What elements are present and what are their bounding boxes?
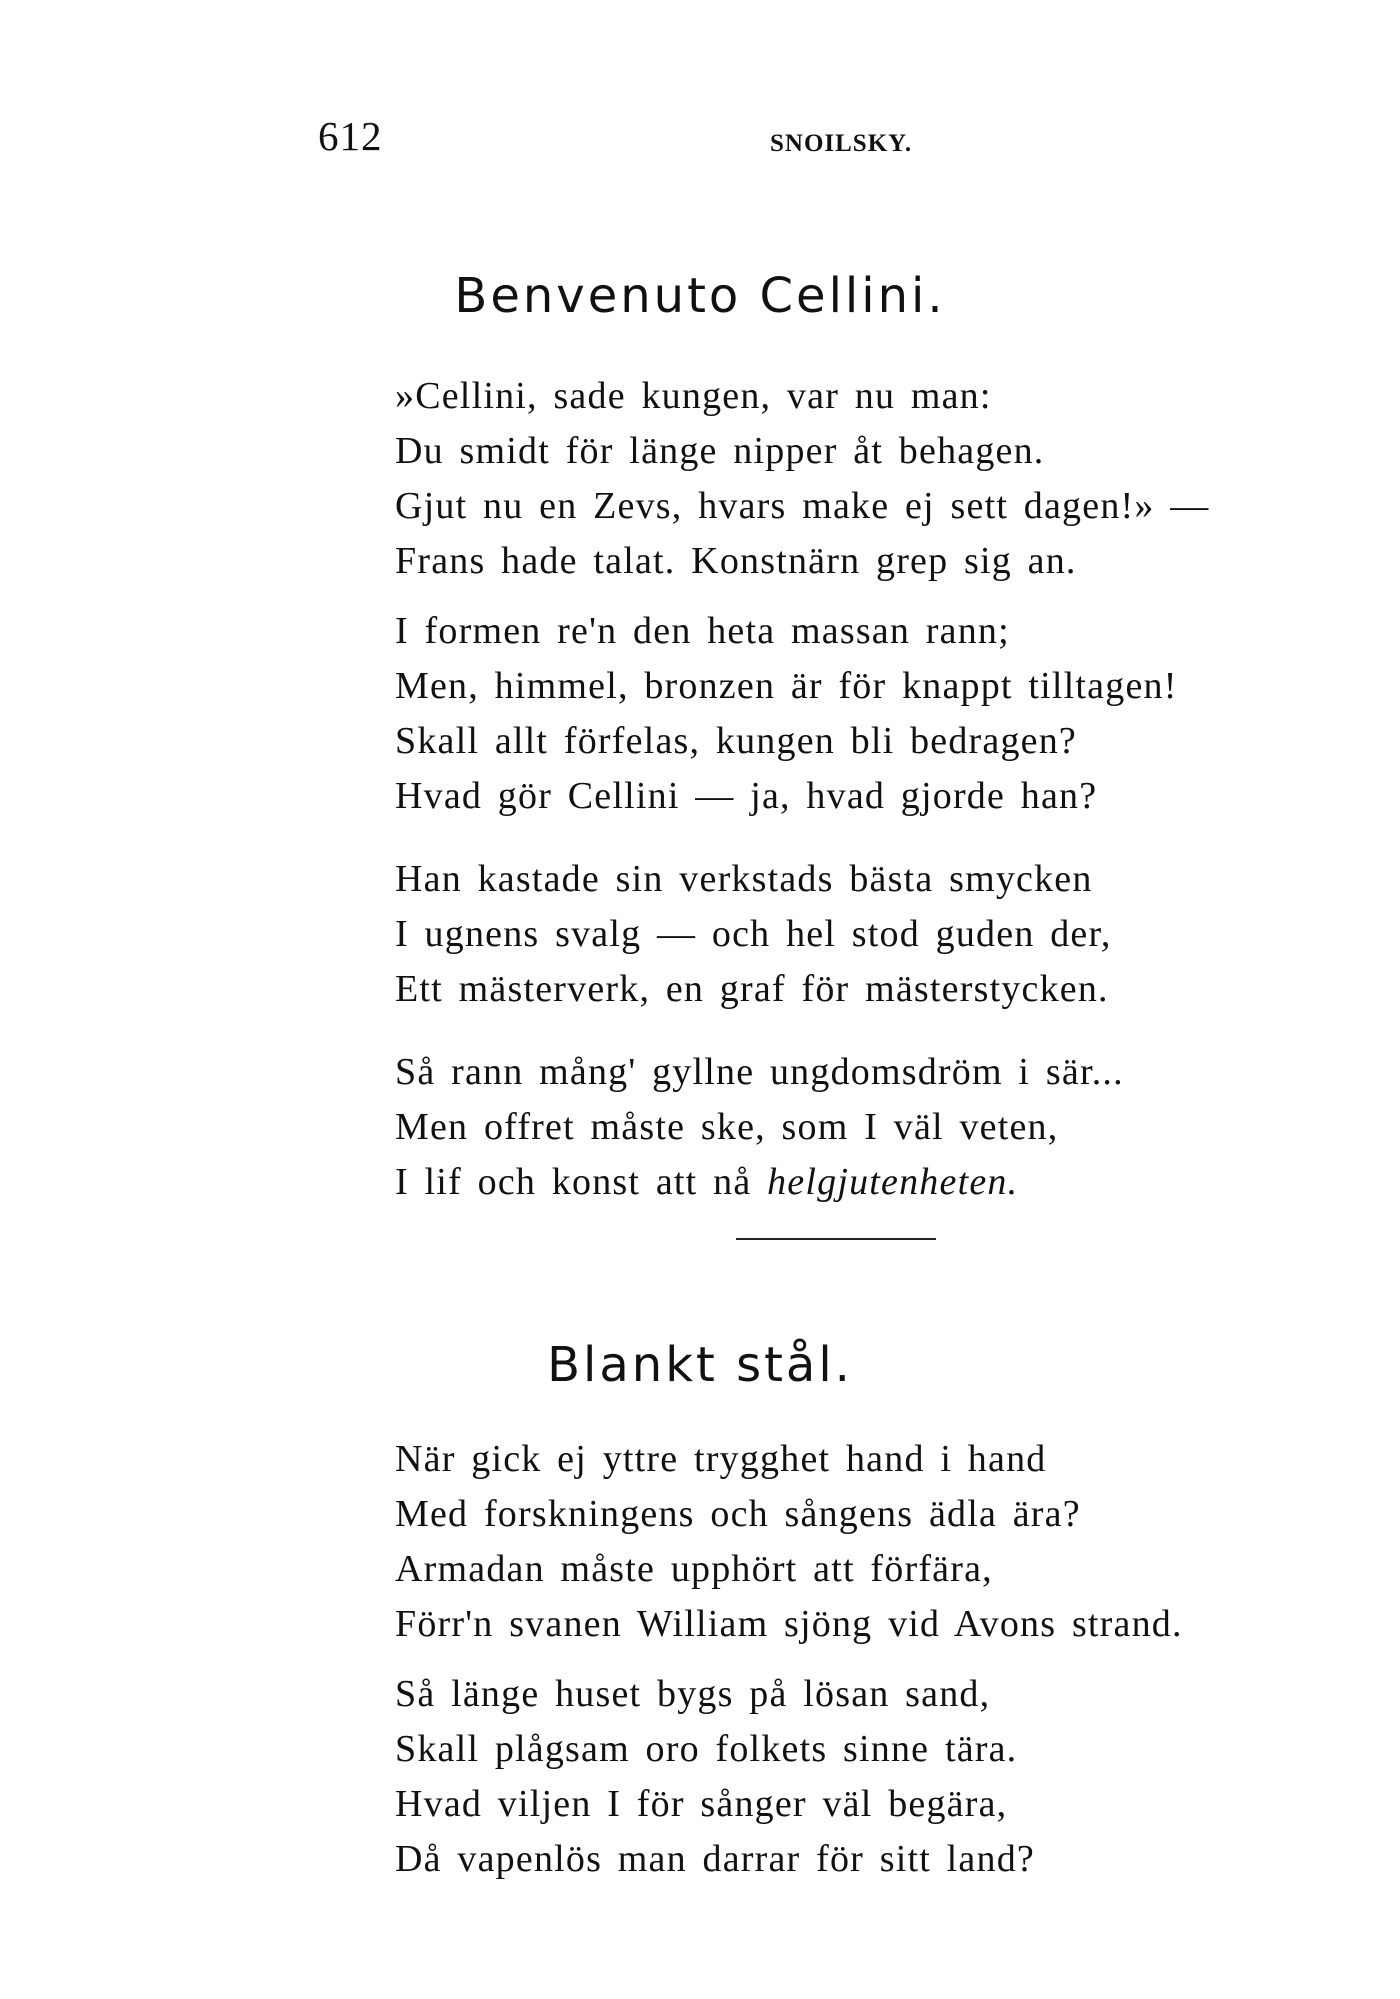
page-number: 612: [318, 113, 383, 159]
verse-line: Du smidt för länge nipper åt behagen.: [395, 430, 1045, 472]
verse-line: Gjut nu en Zevs, hvars make ej sett dagen!» —: [395, 485, 1210, 527]
verse-line: Armadan måste upphört att förfära,: [395, 1548, 993, 1590]
verse-line: När gick ej yttre trygghet hand i hand: [395, 1438, 1047, 1480]
verse-line: I formen re'n den heta massan rann;: [395, 610, 1010, 652]
verse-line: I ugnens svalg — och hel stod guden der,: [395, 913, 1112, 955]
verse-line: Skall plågsam oro folkets sinne tära.: [395, 1728, 1018, 1770]
verse-line: [395, 1155, 1124, 1210]
poem-1-stanza-2: [395, 604, 1178, 824]
section-divider: [736, 1238, 936, 1240]
verse-line: Med forskningens och sångens ädla ära?: [395, 1493, 1081, 1535]
verse-line: »Cellini, sade kungen, var nu man:: [395, 375, 992, 417]
verse-line: Förr'n svanen William sjöng vid Avons strand.: [395, 1603, 1183, 1645]
poem-1-stanza-3: [395, 852, 1112, 1017]
poem-1-stanza-1: [395, 369, 1209, 589]
poem-1-stanza-4: [395, 1045, 1124, 1210]
verse-line: Skall allt förfelas, kungen bli bedragen?: [395, 720, 1077, 762]
poem-2-stanza-2: [395, 1667, 1035, 1887]
verse-line: Men, himmel, bronzen är för knappt tilltagen!: [395, 665, 1178, 707]
poem-title-blankt-stal: Blankt stål.: [547, 1337, 853, 1393]
verse-line: Så länge huset bygs på lösan sand,: [395, 1673, 991, 1715]
verse-text: I lif och konst att nå: [395, 1161, 752, 1203]
verse-line: Hvad gör Cellini — ja, hvad gjorde han?: [395, 775, 1098, 817]
verse-line: Frans hade talat. Konstnärn grep sig an.: [395, 540, 1077, 582]
verse-line: Så rann mång' gyllne ungdomsdröm i sär...: [395, 1051, 1124, 1093]
verse-line: Då vapenlös man darrar för sitt land?: [395, 1838, 1035, 1880]
verse-line: Ett mästerverk, en graf för mästerstycken.: [395, 968, 1109, 1010]
verse-line: Hvad viljen I för sånger väl begära,: [395, 1783, 1008, 1825]
emphasized-word: helgjutenheten.: [767, 1161, 1019, 1203]
poem-2-stanza-1: [395, 1432, 1183, 1652]
verse-line: Men offret måste ske, som I väl veten,: [395, 1106, 1059, 1148]
verse-line: Han kastade sin verkstads bästa smycken: [395, 858, 1093, 900]
poem-title-benvenuto-cellini: Benvenuto Cellini.: [454, 268, 946, 324]
running-title: SNOILSKY.: [770, 130, 913, 157]
